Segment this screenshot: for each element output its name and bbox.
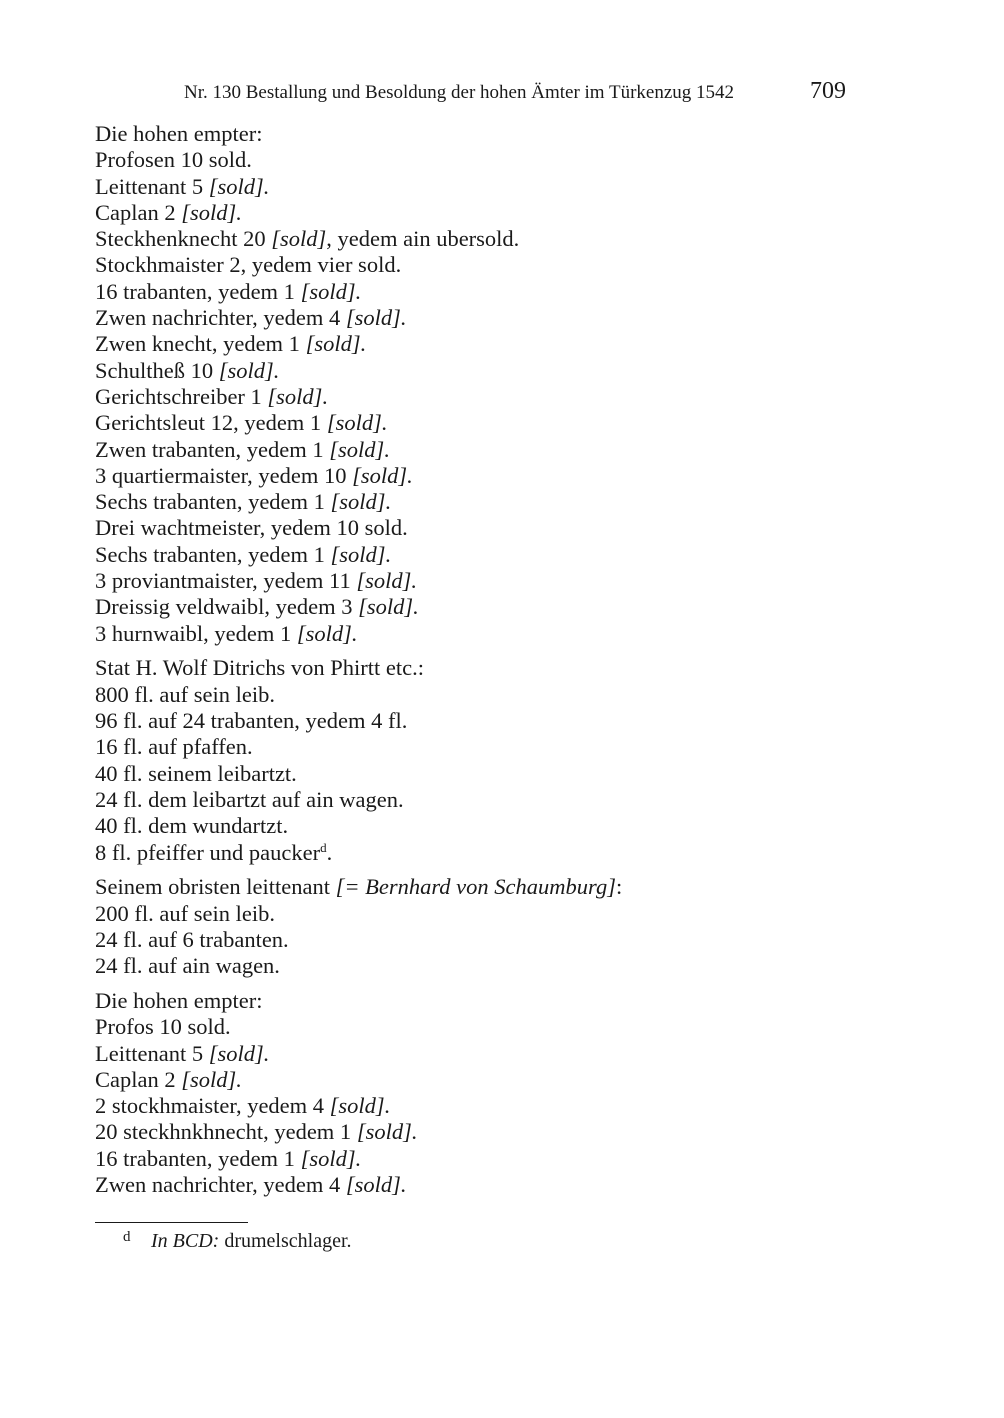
editorial-insertion: [sold]. (352, 462, 413, 488)
text-line (95, 305, 855, 331)
text-line (95, 927, 855, 953)
editorial-insertion: [sold]. (218, 357, 280, 383)
text-line (95, 489, 855, 515)
text-line (95, 988, 855, 1014)
text-block (95, 874, 855, 979)
footnote-divider (95, 1222, 248, 1223)
text-segment: Stat H. Wolf Ditrichs von Phirtt etc.: (95, 655, 424, 681)
text-line (95, 147, 855, 173)
text-line (95, 621, 855, 647)
text-segment: 96 fl. auf 24 trabanten, yedem 4 fl. (95, 708, 408, 734)
text-segment: Zwen nachrichter, yedem 4 (95, 1172, 346, 1198)
text-line (95, 568, 855, 594)
text-block (95, 655, 855, 865)
text-segment: Stockhmaister 2, yedem vier sold. (95, 252, 402, 278)
editorial-insertion: [sold]. (300, 278, 362, 304)
text-segment: Sechs trabanten, yedem 1 (95, 489, 331, 515)
editorial-insertion: [sold]. (329, 1093, 391, 1119)
text-line (95, 682, 855, 708)
text-segment: Gerichtschreiber 1 (95, 383, 268, 409)
text-segment: Zwen nachrichter, yedem 4 (95, 305, 346, 331)
editorial-insertion: [sold]. (305, 331, 367, 357)
text-segment: : (615, 874, 623, 900)
text-segment: Zwen knecht, yedem 1 (95, 331, 306, 357)
editorial-insertion: [sold]. (267, 383, 329, 409)
text-line (95, 840, 855, 866)
text-line (95, 734, 855, 760)
text-line (95, 1014, 855, 1040)
editorial-insertion: [sold]. (296, 620, 358, 646)
text-segment: 8 fl. pfeiffer und paucker (95, 839, 321, 865)
text-line (95, 515, 855, 541)
text-line (95, 252, 855, 278)
footnote-reference: d (320, 839, 327, 855)
text-segment: 200 fl. auf sein leib. (95, 900, 275, 926)
text-segment: Caplan 2 (95, 1066, 182, 1092)
text-segment: Seinem obristen leittenant (95, 874, 336, 900)
text-line (95, 410, 855, 436)
text-segment: Profosen 10 sold. (95, 147, 252, 173)
text-line (95, 1172, 855, 1198)
text-line (95, 1146, 855, 1172)
text-line (95, 384, 855, 410)
running-title: Nr. 130 Bestallung und Besoldung der hohen Ämter im Türkenzug 1542 (184, 82, 735, 103)
text-line (95, 463, 855, 489)
text-segment: Leittenant 5 (95, 1040, 209, 1066)
text-line (95, 787, 855, 813)
text-segment: Schultheß 10 (95, 357, 219, 383)
text-line (95, 1067, 855, 1093)
text-segment: Dreissig veldwaibl, yedem 3 (95, 594, 359, 620)
editorial-insertion: [sold]. (300, 1145, 362, 1171)
editorial-insertion: [sold]. (181, 199, 242, 225)
text-segment: 24 fl. auf ain wagen. (95, 953, 280, 979)
footnote-text: drumelschlager. (219, 1230, 352, 1252)
text-line (95, 358, 855, 384)
text-segment: 24 fl. dem leibartzt auf ain wagen. (95, 786, 404, 812)
text-segment: 40 fl. dem wundartzt. (95, 813, 289, 839)
text-segment: Leittenant 5 (95, 173, 209, 199)
text-block (95, 121, 855, 647)
editorial-insertion: [sold]. (208, 1040, 270, 1066)
editorial-insertion: [sold] (271, 226, 327, 252)
footnote: d In BCD: drumelschlager. (123, 1229, 352, 1252)
text-line (95, 121, 855, 147)
text-segment: , yedem ain ubersold. (326, 226, 520, 252)
text-line (95, 594, 855, 620)
text-segment: 800 fl. auf sein leib. (95, 681, 275, 707)
editorial-insertion: [= Bernhard von Schaumburg] (335, 874, 616, 900)
text-segment: . (326, 839, 333, 865)
editorial-insertion: [sold]. (326, 410, 388, 436)
editorial-insertion: [sold]. (329, 436, 390, 462)
text-line (95, 1093, 855, 1119)
editorial-insertion: [sold]. (356, 1119, 418, 1145)
document-body (95, 121, 855, 1198)
running-header (184, 78, 846, 108)
text-segment: Die hohen empter: (95, 121, 263, 146)
text-segment: Caplan 2 (95, 199, 182, 225)
text-line (95, 708, 855, 734)
text-segment: 16 trabanten, yedem 1 (95, 278, 301, 304)
text-segment: 2 stockhmaister, yedem 4 (95, 1093, 330, 1119)
text-line (95, 1041, 855, 1067)
text-segment: 16 trabanten, yedem 1 (95, 1145, 301, 1171)
text-line (95, 331, 855, 357)
footnote-label: In BCD: (151, 1230, 220, 1252)
text-segment: Steckhenknecht 20 (95, 226, 272, 252)
text-line (95, 813, 855, 839)
text-line (95, 874, 855, 900)
text-segment: Die hohen empter: (95, 988, 263, 1013)
text-line (95, 655, 855, 681)
text-segment: 24 fl. auf 6 trabanten. (95, 926, 289, 952)
text-segment: Gerichtsleut 12, yedem 1 (95, 410, 327, 436)
editorial-insertion: [sold]. (330, 489, 392, 515)
text-segment: 3 quartiermaister, yedem 10 (95, 462, 353, 488)
text-line (95, 174, 855, 200)
editorial-insertion: [sold]. (345, 1172, 407, 1198)
text-block (95, 988, 855, 1198)
text-line (95, 200, 855, 226)
text-segment: 20 steckhnkhnecht, yedem 1 (95, 1119, 357, 1145)
text-line (95, 1119, 855, 1145)
text-line (95, 901, 855, 927)
text-segment: Zwen trabanten, yedem 1 (95, 436, 330, 462)
text-segment: Sechs trabanten, yedem 1 (95, 541, 331, 567)
text-line (95, 226, 855, 252)
text-segment: 40 fl. seinem leibartzt. (95, 760, 297, 786)
text-line (95, 761, 855, 787)
text-segment: 3 proviantmaister, yedem 11 (95, 568, 357, 594)
editorial-insertion: [sold]. (356, 568, 417, 594)
editorial-insertion: [sold]. (181, 1066, 242, 1092)
editorial-insertion: [sold]. (330, 541, 392, 567)
editorial-insertion: [sold]. (208, 173, 270, 199)
text-line (95, 437, 855, 463)
editorial-insertion: [sold]. (358, 594, 419, 620)
text-segment: Profos 10 sold. (95, 1014, 231, 1040)
text-segment: Drei wachtmeister, yedem 10 sold. (95, 515, 408, 541)
page-number: 709 (810, 78, 846, 104)
text-segment: 16 fl. auf pfaffen. (95, 734, 253, 760)
editorial-insertion: [sold]. (345, 305, 407, 331)
text-line (95, 279, 855, 305)
text-segment: 3 hurnwaibl, yedem 1 (95, 620, 297, 646)
text-line (95, 542, 855, 568)
text-line (95, 953, 855, 979)
